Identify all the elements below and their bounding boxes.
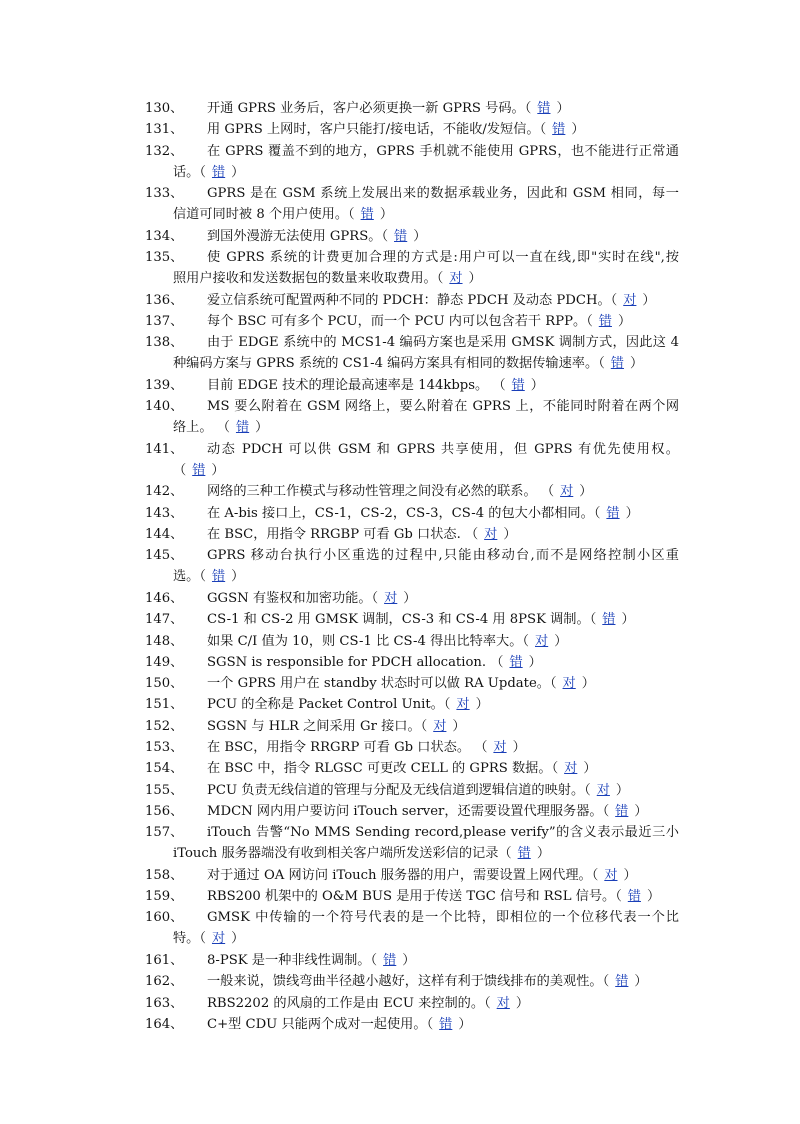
question-item xyxy=(145,119,679,140)
question-number: 140、 xyxy=(145,399,184,415)
closing-paren: ） xyxy=(530,377,544,393)
closing-paren: ） xyxy=(634,974,648,990)
answer-mark: 错 xyxy=(394,228,408,244)
question-number: 130、 xyxy=(145,101,184,116)
question-line-continued xyxy=(173,204,393,225)
question-text-continued: iTouch 服务器端没有收到相关客户端所发送彩信的记录（ xyxy=(173,846,512,862)
question-line xyxy=(207,332,679,353)
question-text: CS-1 和 CS-2 用 GMSK 调制，CS-3 和 CS-4 用 8PSK 调制。（ xyxy=(207,612,597,628)
question-item xyxy=(145,183,679,225)
question-text: 网络的三种工作模式与移动性管理之间没有必然的联系。 （ xyxy=(207,484,555,500)
question-number: 138、 xyxy=(145,335,184,351)
answer-mark: 对 xyxy=(384,590,398,606)
closing-paren: ） xyxy=(528,654,542,670)
question-item xyxy=(145,993,679,1014)
question-item xyxy=(145,396,679,438)
answer-mark: 错 xyxy=(598,314,612,329)
answer-mark: 错 xyxy=(211,569,226,585)
question-text-continued: （ xyxy=(173,462,187,478)
closing-paren: ） xyxy=(402,953,416,968)
question-number: 147、 xyxy=(145,612,184,628)
closing-paren: ） xyxy=(642,292,656,308)
closing-paren: ） xyxy=(468,271,482,287)
answer-mark: 错 xyxy=(552,122,566,138)
question-text: 一个 GPRS 用户在 standby 状态时可以做 RA Update。（ xyxy=(207,676,557,692)
answer-mark: 对 xyxy=(596,782,610,798)
question-text: 如果 C/I 值为 10，则 CS-1 比 CS-4 得出比特率大。（ xyxy=(207,633,529,649)
question-item xyxy=(145,375,679,396)
question-item xyxy=(145,524,679,545)
question-line xyxy=(207,247,679,268)
closing-paren: ） xyxy=(403,590,417,606)
question-item xyxy=(145,694,679,715)
question-item xyxy=(145,1014,679,1035)
closing-paren: ） xyxy=(615,782,630,798)
question-item xyxy=(145,226,679,247)
answer-mark: 错 xyxy=(511,377,525,393)
closing-paren: ） xyxy=(646,889,661,905)
question-line xyxy=(207,98,570,119)
question-item xyxy=(145,311,679,332)
answer-mark: 对 xyxy=(211,931,226,947)
question-line-continued xyxy=(173,460,225,481)
question-text: 由于 EDGE 系统中的 MCS1-4 编码方案也是采用 GMSK 调制方式，因此这 4 xyxy=(207,335,679,351)
question-text: PCU 的全称是 Packet Control Unit。（ xyxy=(207,697,451,713)
question-item xyxy=(145,673,679,694)
question-line xyxy=(207,737,526,758)
closing-paren: ） xyxy=(475,697,489,713)
question-text: MDCN 网内用户要访问 iTouch server，还需要设置代理服务器。（ xyxy=(207,803,610,819)
closing-paren: ） xyxy=(556,101,570,116)
question-text: RBS2202 的风扇的工作是由 ECU 来控制的。（ xyxy=(207,995,491,1011)
question-line xyxy=(207,801,648,822)
closing-paren: ） xyxy=(583,761,597,777)
question-item xyxy=(145,652,679,673)
question-number: 160、 xyxy=(145,910,184,926)
answer-mark: 错 xyxy=(211,164,226,180)
closing-paren: ） xyxy=(623,867,637,883)
answer-mark: 错 xyxy=(602,612,616,628)
question-line xyxy=(207,503,639,524)
question-item xyxy=(145,503,679,524)
question-line xyxy=(207,673,595,694)
question-line xyxy=(207,950,415,971)
question-text: 用 GPRS 上网时，客户只能打/接电话，不能收/发短信。（ xyxy=(207,122,547,138)
question-line xyxy=(207,652,542,673)
answer-mark: 错 xyxy=(615,803,629,819)
question-line xyxy=(207,545,679,566)
question-number: 131、 xyxy=(145,122,184,138)
answer-mark: 对 xyxy=(496,995,510,1011)
question-number: 139、 xyxy=(145,377,184,393)
answer-mark: 错 xyxy=(360,207,374,223)
question-line xyxy=(207,694,489,715)
question-text: 爱立信系统可配置两种不同的 PDCH：静态 PDCH 及动态 PDCH。（ xyxy=(207,292,618,308)
question-line xyxy=(207,311,631,332)
answer-mark: 对 xyxy=(564,761,578,777)
closing-paren: ） xyxy=(231,569,245,585)
question-number: 135、 xyxy=(145,250,184,266)
answer-mark: 错 xyxy=(627,889,641,905)
question-text-continued: 选。（ xyxy=(173,569,206,585)
answer-mark: 错 xyxy=(439,1016,453,1032)
question-item xyxy=(145,481,679,502)
question-item xyxy=(145,801,679,822)
question-line xyxy=(207,631,567,652)
question-line-continued xyxy=(173,268,482,289)
question-line xyxy=(207,865,637,886)
answer-mark: 对 xyxy=(604,867,618,883)
question-text-continued: 种编码方案与 GPRS 系统的 CS1-4 编码方案具有相同的数据传输速率。（ xyxy=(173,356,605,372)
question-text: iTouch 告警“No MMS Sending record,please verify”的含义表示最近三小 xyxy=(207,825,679,841)
question-line xyxy=(207,716,466,737)
question-text: SGSN is responsible for PDCH allocation. （ xyxy=(207,654,504,670)
question-text: 目前 EDGE 技术的理论最高速率是 144kbps。 （ xyxy=(207,377,506,393)
question-text: GMSK 中传输的一个符号代表的是一个比特，即相位的一个位移代表一个比 xyxy=(207,910,679,926)
question-number: 153、 xyxy=(145,740,184,755)
question-text: 使 GPRS 系统的计费更加合理的方式是:用户可以一直在线,即"实时在线",按 xyxy=(207,250,679,266)
answer-mark: 错 xyxy=(610,356,624,372)
answer-mark: 错 xyxy=(235,420,250,436)
question-number: 144、 xyxy=(145,527,184,542)
question-number: 143、 xyxy=(145,505,184,521)
question-line-continued xyxy=(173,843,550,864)
closing-paren: ） xyxy=(231,164,245,180)
answer-mark: 对 xyxy=(433,718,447,734)
question-line xyxy=(207,439,679,460)
question-number: 134、 xyxy=(145,228,184,244)
question-line xyxy=(207,481,592,502)
question-item xyxy=(145,886,679,907)
question-text-continued: 特。（ xyxy=(173,931,206,947)
answer-mark: 对 xyxy=(449,271,463,287)
question-text-continued: 信道可同时被 8 个用户使用。（ xyxy=(173,207,355,223)
closing-paren: ） xyxy=(625,505,639,521)
answer-mark: 对 xyxy=(484,527,498,542)
question-text: 在 BSC，用指令 RRGBP 可看 Gb 口状态. （ xyxy=(207,527,479,542)
closing-paren: ） xyxy=(621,612,635,628)
closing-paren: ） xyxy=(515,995,530,1011)
question-line xyxy=(207,588,416,609)
closing-paren: ） xyxy=(536,846,550,862)
question-item xyxy=(145,588,679,609)
answer-mark: 错 xyxy=(517,846,531,862)
question-item xyxy=(145,716,679,737)
question-number: 150、 xyxy=(145,676,184,692)
question-item xyxy=(145,822,679,864)
question-item xyxy=(145,907,679,949)
question-item xyxy=(145,332,679,374)
question-number: 152、 xyxy=(145,718,184,734)
question-item xyxy=(145,545,679,587)
question-line xyxy=(207,524,517,545)
answer-mark: 对 xyxy=(456,697,470,713)
question-item xyxy=(145,290,679,311)
closing-paren: ） xyxy=(617,314,632,329)
question-number: 145、 xyxy=(145,548,184,564)
question-number: 158、 xyxy=(145,867,184,883)
question-text-continued: 照用户接收和发送数据包的数量来收取费用。（ xyxy=(173,271,444,287)
closing-paren: ） xyxy=(579,484,593,500)
question-text: SGSN 与 HLR 之间采用 Gr 接口。（ xyxy=(207,718,428,734)
closing-paren: ） xyxy=(211,462,225,478)
question-line xyxy=(207,886,660,907)
question-text: PCU 负责无线信道的管理与分配及无线信道到逻辑信道的映射。（ xyxy=(207,782,591,798)
question-number: 164、 xyxy=(145,1016,184,1032)
answer-mark: 对 xyxy=(623,292,637,308)
answer-mark: 对 xyxy=(493,740,507,755)
closing-paren: ） xyxy=(634,803,648,819)
question-text: 一般来说，馈线弯曲半径越小越好，这样有利于馈线排布的美观性。（ xyxy=(207,974,610,990)
answer-mark: 错 xyxy=(509,654,523,670)
question-number: 155、 xyxy=(145,782,184,798)
question-item xyxy=(145,950,679,971)
answer-mark: 错 xyxy=(383,953,397,968)
question-item xyxy=(145,865,679,886)
question-text-continued: 络上。 （ xyxy=(173,420,230,436)
question-number: 141、 xyxy=(145,441,184,457)
question-text: 动态 PDCH 可以供 GSM 和 GPRS 共享使用，但 GPRS 有优先使用权。 xyxy=(207,441,679,457)
question-text: 对于通过 OA 网访问 iTouch 服务器的用户，需要设置上网代理。（ xyxy=(207,867,599,883)
closing-paren: ） xyxy=(512,740,526,755)
question-item xyxy=(145,141,679,183)
question-line xyxy=(207,375,544,396)
question-text-continued: 话。（ xyxy=(173,164,206,180)
closing-paren: ） xyxy=(503,527,517,542)
closing-paren: ） xyxy=(581,676,595,692)
question-number: 156、 xyxy=(145,803,184,819)
question-line xyxy=(207,780,629,801)
question-line-continued xyxy=(173,417,268,438)
answer-mark: 错 xyxy=(615,974,629,990)
question-number: 133、 xyxy=(145,186,184,202)
question-line xyxy=(207,226,426,247)
question-line-continued xyxy=(173,353,643,374)
question-text: 在 BSC，用指令 RRGRP 可看 Gb 口状态。 （ xyxy=(207,740,488,755)
closing-paren: ） xyxy=(379,207,393,223)
question-item xyxy=(145,631,679,652)
question-text: 在 BSC 中，指令 RLGSC 可更改 CELL 的 GPRS 数据。（ xyxy=(207,761,559,777)
question-line xyxy=(207,119,585,140)
question-item xyxy=(145,758,679,779)
question-number: 148、 xyxy=(145,633,184,649)
question-number: 146、 xyxy=(145,590,184,606)
question-text: 到国外漫游无法使用 GPRS。（ xyxy=(207,228,389,244)
question-text: 每个 BSC 可有多个 PCU，而一个 PCU 内可以包含若干 RPP。（ xyxy=(207,314,593,329)
question-line xyxy=(207,907,679,928)
question-text: 在 GPRS 覆盖不到的地方，GPRS 手机就不能使用 GPRS，也不能进行正常通 xyxy=(207,143,679,159)
question-line xyxy=(207,1014,472,1035)
question-item xyxy=(145,98,679,119)
answer-mark: 错 xyxy=(606,505,620,521)
question-text: GPRS 是在 GSM 系统上发展出来的数据承载业务，因此和 GSM 相同，每一 xyxy=(207,186,679,202)
closing-paren: ） xyxy=(554,633,568,649)
question-line xyxy=(207,183,679,204)
question-text: 开通 GPRS 业务后，客户必须更换一新 GPRS 号码。（ xyxy=(207,101,532,116)
closing-paren: ） xyxy=(458,1016,472,1032)
question-item xyxy=(145,609,679,630)
question-number: 163、 xyxy=(145,995,184,1011)
question-text: 在 A-bis 接口上，CS-1，CS-2，CS-3，CS-4 的包大小都相同。（ xyxy=(207,505,601,521)
question-line xyxy=(207,758,597,779)
question-line xyxy=(207,396,679,417)
question-text: 8-PSK 是一种非线性调制。（ xyxy=(207,953,378,968)
question-line-continued xyxy=(173,566,244,587)
question-number: 154、 xyxy=(145,761,184,777)
question-number: 157、 xyxy=(145,825,184,841)
question-item xyxy=(145,247,679,289)
question-text: GPRS 移动台执行小区重选的过程中,只能由移动台,而不是网络控制小区重 xyxy=(207,548,679,564)
question-number: 149、 xyxy=(145,654,184,670)
closing-paren: ） xyxy=(571,122,585,138)
answer-mark: 对 xyxy=(535,633,549,649)
question-text: GGSN 有鉴权和加密功能。（ xyxy=(207,590,379,606)
closing-paren: ） xyxy=(255,420,269,436)
question-number: 137、 xyxy=(145,314,184,329)
question-line xyxy=(207,993,529,1014)
question-line xyxy=(207,609,635,630)
question-number: 159、 xyxy=(145,889,184,905)
answer-mark: 对 xyxy=(562,676,576,692)
question-number: 162、 xyxy=(145,974,184,990)
question-item xyxy=(145,737,679,758)
question-text: RBS200 机架中的 O&M BUS 是用于传送 TGC 信号和 RSL 信号。（ xyxy=(207,889,622,905)
question-line xyxy=(207,290,656,311)
closing-paren: ） xyxy=(231,931,245,947)
answer-mark: 错 xyxy=(192,462,206,478)
question-line-continued xyxy=(173,162,244,183)
question-text: MS 要么附着在 GSM 网络上，要么附着在 GPRS 上，不能同时附着在两个网 xyxy=(207,399,679,415)
question-item xyxy=(145,780,679,801)
question-line xyxy=(207,141,679,162)
question-line-continued xyxy=(173,928,244,949)
question-item xyxy=(145,439,679,481)
closing-paren: ） xyxy=(452,718,466,734)
question-number: 161、 xyxy=(145,953,184,968)
answer-mark: 对 xyxy=(560,484,574,500)
question-line xyxy=(207,822,679,843)
question-text: C+型 CDU 只能两个成对一起使用。（ xyxy=(207,1016,434,1032)
question-item xyxy=(145,971,679,992)
closing-paren: ） xyxy=(629,356,644,372)
question-line xyxy=(207,971,648,992)
answer-mark: 错 xyxy=(537,101,551,116)
question-number: 132、 xyxy=(145,143,184,159)
question-number: 151、 xyxy=(145,697,184,713)
closing-paren: ） xyxy=(413,228,427,244)
question-number: 136、 xyxy=(145,292,184,308)
question-number: 142、 xyxy=(145,484,184,500)
